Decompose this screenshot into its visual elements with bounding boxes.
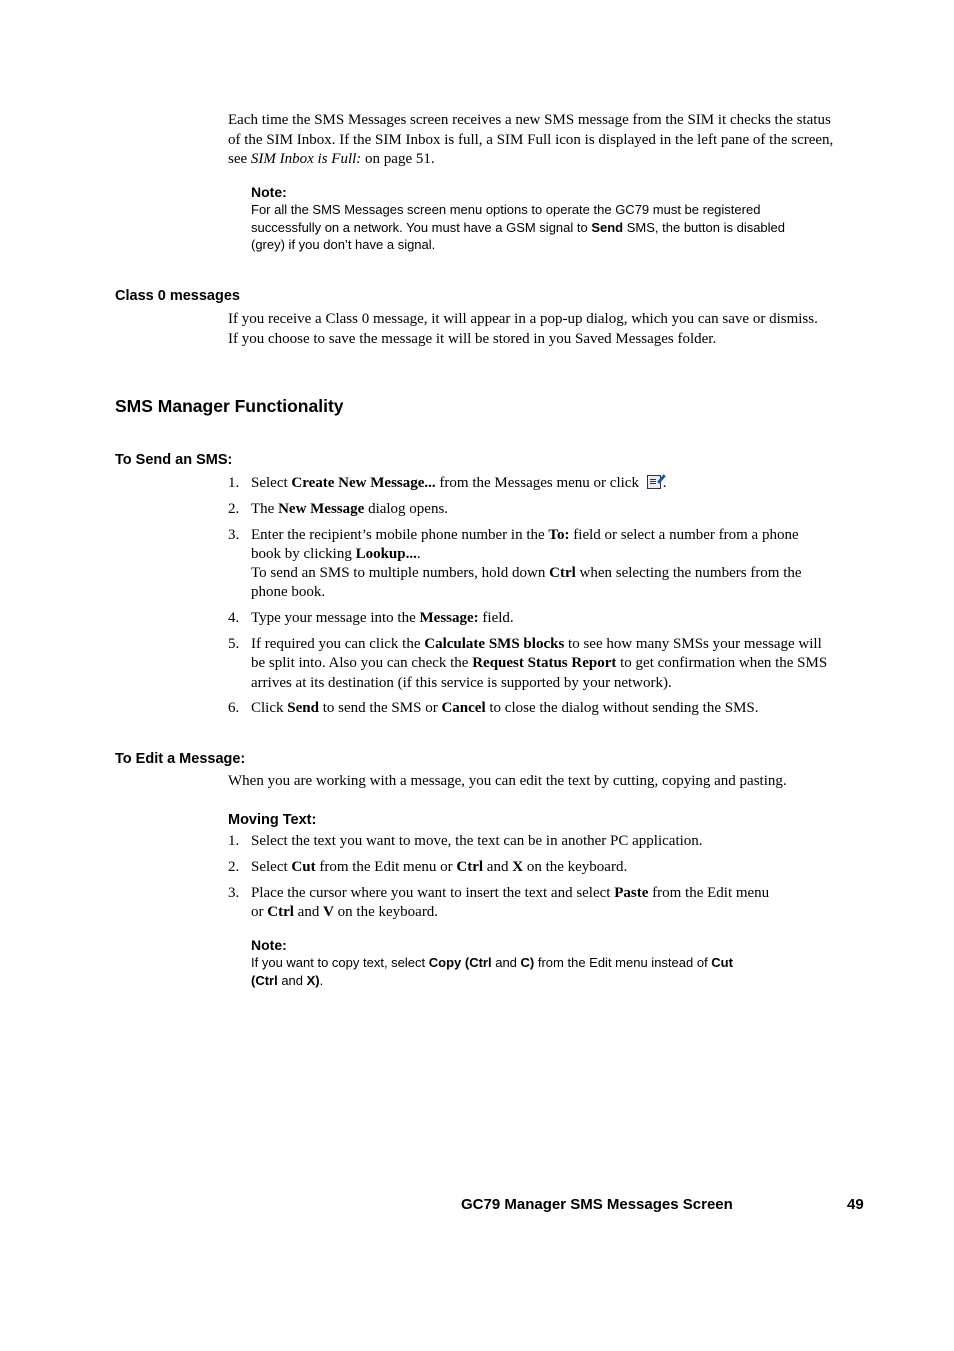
new-message-icon [647,475,661,489]
list-item: 3. Enter the recipient’s mobile phone number in the To: field or select a number from a phone book by clicking Lookup.... To send an SMS to multiple numbers, hold down Ctrl when selecting the numbers from the phone book. [228,526,802,601]
intro-line: Each time the SMS Messages screen receives a new SMS message from the SIM it checks the status [228,112,831,128]
class0-line: If you choose to save the message it will be stored in you Saved Messages folder. [228,330,717,347]
send-steps-list [228,474,868,725]
note-line: For all the SMS Messages screen menu options to operate the GC79 must be registered [251,202,761,217]
list-item: 1. Select the text you want to move, the text can be in another PC application. [228,833,703,849]
list-item: 1. Select Create New Message... from the Messages menu or click . [228,475,667,491]
edit-steps-list [228,832,868,929]
note-title: Note: [251,937,287,953]
class0-paragraph [228,310,878,349]
edit-heading: To Edit a Message: [115,751,246,767]
list-item: 4. Type your message into the Message: field. [228,610,514,627]
list-item: 3. Place the cursor where you want to insert the text and select Paste from the Edit menu or Ctrl and V on the keyboard. [228,884,770,920]
edit-intro: When you are working with a message, you can edit the text by cutting, copying and pasting. [228,773,787,789]
list-item: 6. Click Send to send the SMS or Cancel to close the dialog without sending the SMS. [228,700,759,717]
send-heading: To Send an SMS: [115,452,233,468]
cross-reference-link: SIM Inbox is Full: [250,151,362,167]
list-item: 2. The New Message dialog opens. [228,500,449,517]
footer-title: GC79 Manager SMS Messages Screen [461,1196,733,1213]
intro-line: of the SIM Inbox. If the SIM Inbox is full, a SIM Full icon is displayed in the left pane of the screen, [228,131,834,148]
note-title: Note: [251,184,287,200]
note-box [251,936,871,989]
list-item: 5. If required you can click the Calculate SMS blocks to see how many SMSs your message will be split into. Also you can check the Request Status Report to get confirmation when the SMS arrives at its destination (if this service is supported by your network). [228,636,828,691]
moving-text-heading: Moving Text: [228,812,317,828]
section-title: SMS Manager Functionality [115,396,344,416]
list-item: 2. Select Cut from the Edit menu or Ctrl and X on the keyboard. [228,858,628,875]
intro-line: see SIM Inbox is Full: on page 51. [228,151,435,167]
class0-heading: Class 0 messages [115,288,240,304]
note-line: (grey) if you don’t have a signal. [251,237,436,252]
note-line: If you want to copy text, select Copy (Ctrl and C) from the Edit menu instead of Cut [251,955,733,970]
note-line: successfully on a network. You must have a GSM signal to Send SMS, the button is disabled [251,219,786,235]
page-number: 49 [847,1196,864,1213]
intro-paragraph [228,111,878,170]
class0-line: If you receive a Class 0 message, it will appear in a pop-up dialog, which you can save or dismiss. [228,311,818,327]
note-line: (Ctrl and X). [251,972,324,988]
note-box [251,183,871,254]
